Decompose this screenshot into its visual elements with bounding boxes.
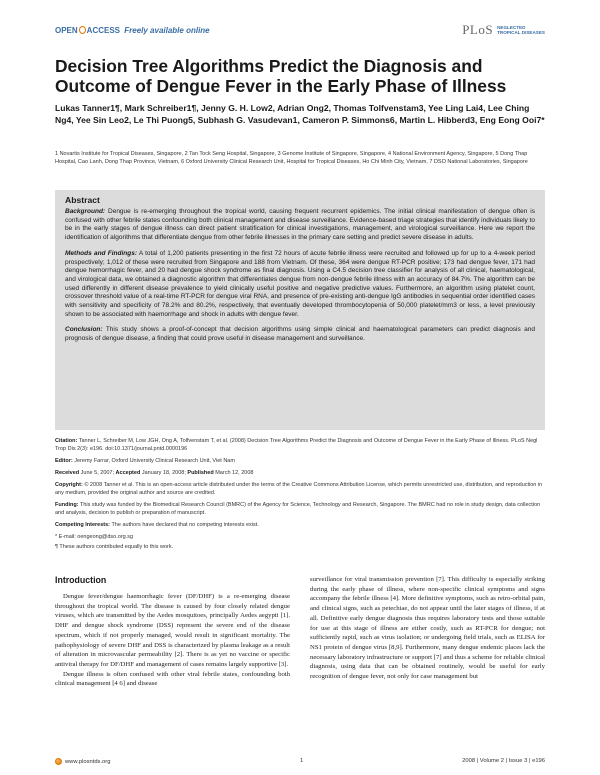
journal-url[interactable]: [55, 758, 110, 765]
citation: [55, 437, 545, 453]
competing-text: The authors have declared that no competing interests exist.: [110, 522, 259, 528]
funding-text: This study was funded by the Biomedical Research Council (BMRC) of the Agency for Science, Technology and Research, Singapore. The BMRC had no role in study design, data collection and analysis, decision to publish or preparation of manuscript.: [55, 502, 541, 516]
intro-paragraph-2: Dengue illness is often confused with other viral febrile states, confounding both clinical management [4 6] and disease: [55, 670, 290, 688]
accepted-date: January 18, 2008;: [140, 470, 188, 476]
open-access-lock-icon: [79, 26, 86, 34]
published-date: March 12, 2008: [213, 470, 254, 476]
abstract-background: [65, 208, 535, 243]
intro-paragraph-1: Dengue fever/dengue haemorrhagic fever (DF/DHF) is a re-emerging disease throughout the tropical world. The disease is caused by four closely related dengue viruses, which are transmitted by the Aedes mosquitoes, principally Aedes aegypti [1]. DHF and dengue shock syndrome (DSS) represent the severe end of the disease spectrum, which if not properly managed, would result in significant mortality. The pathophysiology of severe DHF and DSS is characterized by plasma leakage as a result of alteration in microvascular permeability [2]. There is as yet no vaccine or specific antiviral therapy for DF/DHF and management of cases remains largely supportive [3].: [55, 593, 290, 668]
plos-wordmark: PLoS: [462, 22, 494, 37]
copyright: [55, 481, 545, 497]
citation-text: Tanner L, Schreiber M, Low JGH, Ong A, Tolfvenstam T, et al. (2008) Decision Tree Algorithms Predict the Diagnosis and Outcome of Dengue Fever in the Early Phase of Illness. PLoS Negl Trop Dis 2(3): e196. doi:10.1371/journal.pntd.0000196: [55, 438, 538, 452]
journal-logo: [462, 22, 545, 38]
issue-info: 2008 | Volume 2 | Issue 3 | e196: [462, 758, 545, 764]
dates: [55, 469, 545, 477]
affiliations: 1 Novartis Institute for Tropical Diseases, Singapore, 2 Tan Tock Seng Hospital, Singapore, 3 Genome Institute of Singapore, Singapore, 4 National Environment Agency, Singapore, 5 Dong Thap Hospital, Cao Lanh, Dong Thap Province, Vietnam, 6 Oxford University Clinical Research Unit, Hospital for Tropical Diseases, Ho Chi Minh City, Vietnam, 7 DSO National Laboratories, Singapore: [55, 151, 528, 165]
funding: [55, 501, 545, 517]
abstract-conclusion: [65, 326, 535, 343]
abstract-heading: Abstract: [65, 195, 100, 205]
globe-icon: [55, 758, 62, 765]
journal-header: [55, 22, 545, 44]
journal-url-text: www.plosntds.org: [65, 758, 111, 765]
editor-label: Editor:: [55, 458, 73, 464]
copyright-label: Copyright:: [55, 482, 83, 488]
corresponding-email: * E-mail: oengeong@dso.org.sg: [55, 534, 134, 540]
intro-paragraph-continued: surveillance for viral transmission prevention [7]. This difficulty is especially striking during the early phase of illness, where non-specific clinical symptoms and signs accompany the febrile illness [4]. More definitive symptoms, such as retro-orbital pain, and clinical signs, such as petechiae, do not appear until the later stages of illness, if at all. Definitive early dengue diagnosis thus requires laboratory tests and those suitable for use at this stage of illness are either costly, such as RT-PCR for dengue; not sufficiently rapid, such as virus isolation; or undergoing field trials, such as ELISA for NS1 protein of dengue virus [8,9]. Furthermore, many dengue endemic places lack the necessary laboratory infrastructure or support [7] and thus a scheme for reliable clinical diagnosis, using data that can be obtained routinely, would be useful for early recognition of dengue fever, not only for case management but: [310, 576, 545, 681]
page-footer: [55, 758, 545, 768]
abstract-methods: [65, 250, 535, 320]
journal-subtitle-line-2: TROPICAL DISEASES: [497, 30, 545, 35]
open-prefix: OPEN: [55, 26, 78, 35]
copyright-text: © 2008 Tanner et al. This is an open-access article distributed under the terms of the Creative Commons Attribution License, which permits unrestricted use, distribution, and reproduction in any medium, provided the original author and source are credited.: [55, 482, 543, 496]
freely-available-label: Freely available online: [124, 26, 210, 35]
body-column-right: [310, 575, 545, 682]
received-date: June 5, 2007;: [79, 470, 116, 476]
abstract-box: [55, 190, 545, 430]
article-metadata: [55, 437, 545, 553]
journal-subtitle-line-1: NEGLECTED: [497, 24, 526, 30]
background-lead: Background:: [65, 208, 106, 215]
accepted-label: Accepted: [115, 470, 141, 476]
journal-subtitle: [497, 25, 545, 36]
body-column-left: [55, 575, 290, 689]
article-title: Decision Tree Algorithms Predict the Diagnosis and Outcome of Dengue Fever in the Early Phase of Illness: [55, 56, 507, 96]
funding-label: Funding:: [55, 502, 79, 508]
conclusion-text: This study shows a proof-of-concept that decision algorithms using simple clinical and haematological parameters can predict diagnosis and prognosis of dengue disease, a finding that could prove useful in disease management and surveillance.: [65, 326, 535, 343]
methods-text: A total of 1,200 patients presenting in the first 72 hours of acute febrile illness were recruited and followed up for up to a 4-week period prospectively; 1,012 of these were recruited from Singapore and 188 from Vietnam. Of these, 364 were dengue RT-PCR positive; 173 had dengue fever, 171 had dengue hemorrhagic fever, and 20 had dengue shock syndrome as final diagnosis. Using a C4.5 decision tree classifier for analysis of all clinical, haematological, and virological data, we obtained a diagnostic algorithm that differentiates dengue from non-dengue febrile illness with an accuracy of 84.7%. The algorithm can be used differently in different disease prevalence to yield clinically useful positive and negative predictive values. Furthermore, an algorithm using platelet count, crossover threshold value of a real-time RT-PCR for dengue viral RNA, and presence of pre-existing anti-dengue IgG antibodies in sequential order identified cases with sensitivity and specificity of 78.2% and 80.2%, respectively, that eventually developed thrombocytopenia of 50,000 platelet/mm3 or less, a level previously shown to be associated with haemorrhage and shock in adults with dengue fever.: [65, 249, 535, 318]
citation-label: Citation:: [55, 438, 78, 444]
conclusion-lead: Conclusion:: [65, 326, 103, 334]
editor: [55, 457, 545, 465]
published-label: Published: [187, 470, 214, 476]
access-label: ACCESS: [86, 26, 121, 35]
competing-label: Competing Interests:: [55, 522, 111, 528]
background-text: Dengue is re-emerging throughout the tropical world, causing frequent recurrent epidemics. The initial clinical manifestation of dengue often is confused with other febrile states confounding both clinical management and disease surveillance. Evidence-based triage strategies that identify individuals likely to be in the early stages of dengue illness can direct patient stratification for clinical investigations, management, and virological surveillance. Here we report the identification of algorithms that differentiate dengue from other febrile illnesses in the primary care setting and predict severe disease in adults.: [65, 208, 535, 242]
competing-interests: [55, 521, 545, 529]
author-list: Lukas Tanner1¶, Mark Schreiber1¶, Jenny G. H. Low2, Adrian Ong2, Thomas Tolfvenstam3, Yee Ling Lai4, Lee Ching Ng4, Yee Sin Leo2, Le Thi Puong5, Subhash G. Vasudevan1, Cameron P. Simmons6, Martin L. Hibberd3, Eng Eong Ooi7*: [55, 103, 545, 125]
equal-contribution-note: ¶ These authors contributed equally to this work.: [55, 544, 174, 550]
open-access-banner: [55, 26, 210, 35]
editor-text: Jeremy Farrar, Oxford University Clinical Research Unit, Viet Nam: [72, 458, 235, 464]
methods-lead: Methods and Findings:: [65, 249, 137, 257]
introduction-heading: Introduction: [55, 575, 107, 585]
received-label: Received: [55, 470, 80, 476]
page-number: 1: [300, 758, 304, 764]
